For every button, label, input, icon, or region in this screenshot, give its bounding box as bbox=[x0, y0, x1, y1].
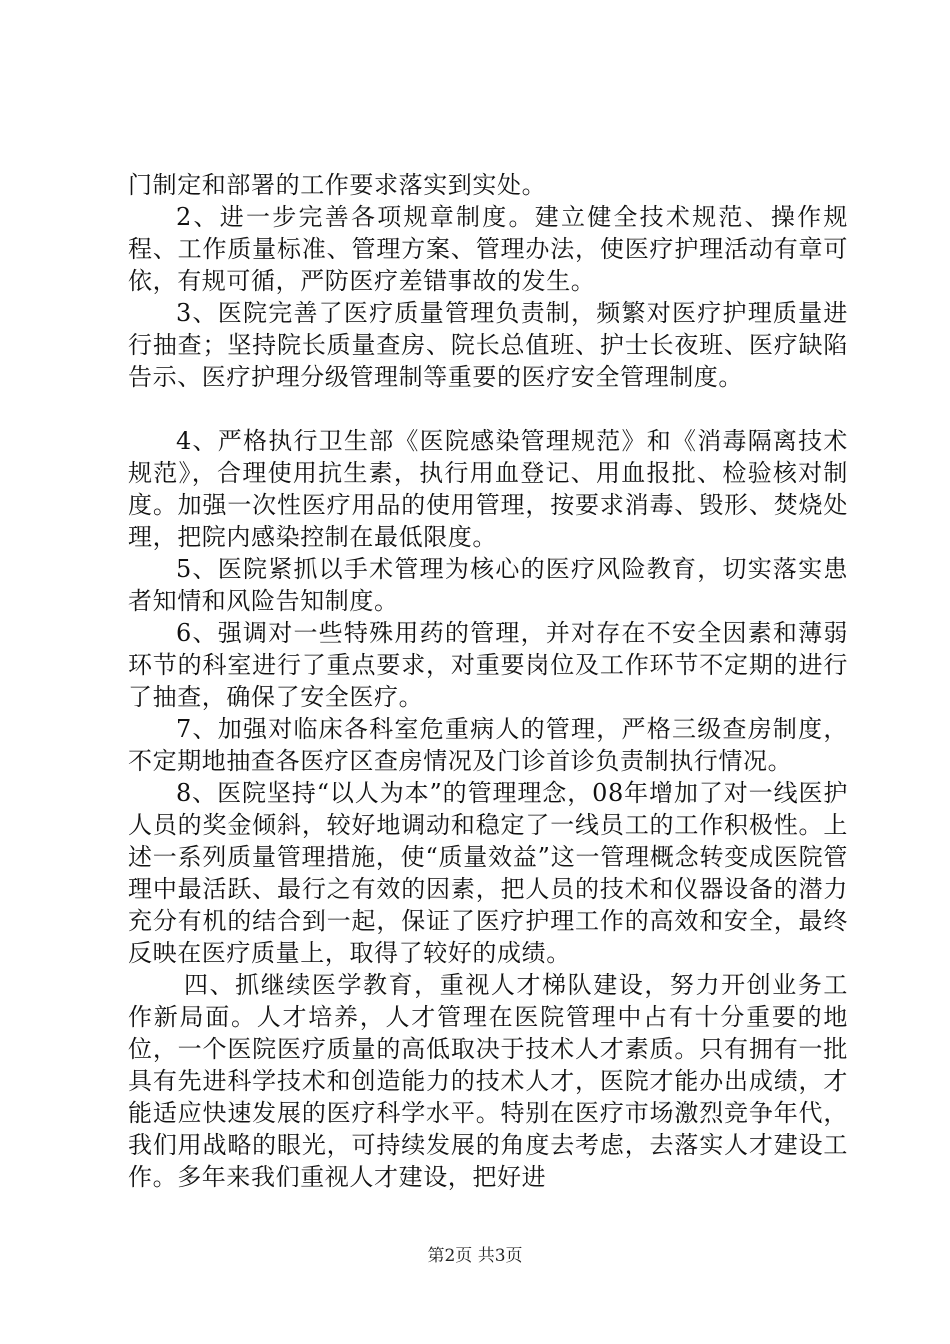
paragraph-item-6: 6、强调对一些特殊用药的管理，并对存在不安全因素和薄弱环节的科室进行了重点要求，对重要岗位及工作环节不定期的进行了抽查，确保了安全医疗。 bbox=[128, 619, 848, 711]
paragraph-item-2: 2、进一步完善各项规章制度。建立健全技术规范、操作规程、工作质量标准、管理方案、管理办法，使医疗护理活动有章可依，有规可循，严防医疗差错事故的发生。 bbox=[128, 203, 848, 295]
paragraph-item-7: 7、加强对临床各科室危重病人的管理，严格三级查房制度，不定期地抽查各医疗区查房情况及门诊首诊负责制执行情况。 bbox=[128, 715, 848, 775]
paragraph-item-5: 5、医院紧抓以手术管理为核心的医疗风险教育，切实落实患者知情和风险告知制度。 bbox=[128, 555, 848, 615]
paragraph-section-4: 四、抓继续医学教育，重视人才梯队建设，努力开创业务工作新局面。人才培养，人才管理在医院管理中占有十分重要的地位，一个医院医疗质量的高低取决于技术人才素质。只有拥有一批具有先进科学技术和创造能力的技术人才，医院才能办出成绩，才能适应快速发展的医疗科学水平。特别在医疗市场激烈竞争年代，我们用战略的眼光，可持续发展的角度去考虑，去落实人才建设工作。多年来我们重视人才建设，把好进 bbox=[128, 971, 848, 1191]
paragraph-item-4: 4、严格执行卫生部《医院感染管理规范》和《消毒隔离技术规范》，合理使用抗生素，执行用血登记、用血报批、检验核对制度。加强一次性医疗用品的使用管理，按要求消毒、毁形、焚烧处理，把院内感染控制在最低限度。 bbox=[128, 427, 848, 551]
page-number: 第2页 共3页 bbox=[427, 1246, 523, 1266]
paragraph-item-3: 3、医院完善了医疗质量管理负责制，频繁对医疗护理质量进行抽查；坚持院长质量查房、院长总值班、护士长夜班、医疗缺陷告示、医疗护理分级管理制等重要的医疗安全管理制度。 bbox=[128, 299, 848, 391]
document-body bbox=[128, 169, 848, 1193]
paragraph-continuation: 门制定和部署的工作要求落实到实处。 bbox=[128, 171, 547, 199]
page-footer bbox=[0, 1245, 950, 1267]
paragraph-item-8: 8、医院坚持“以人为本”的管理理念，08年增加了对一线医护人员的奖金倾斜，较好地调动和稳定了一线员工的工作积极性。上述一系列质量管理措施，使“质量效益”这一管理概念转变成医院管理中最活跃、最行之有效的因素，把人员的技术和仪器设备的潜力充分有机的结合到一起，保证了医疗护理工作的高效和安全，最终反映在医疗质量上，取得了较好的成绩。 bbox=[128, 779, 848, 967]
